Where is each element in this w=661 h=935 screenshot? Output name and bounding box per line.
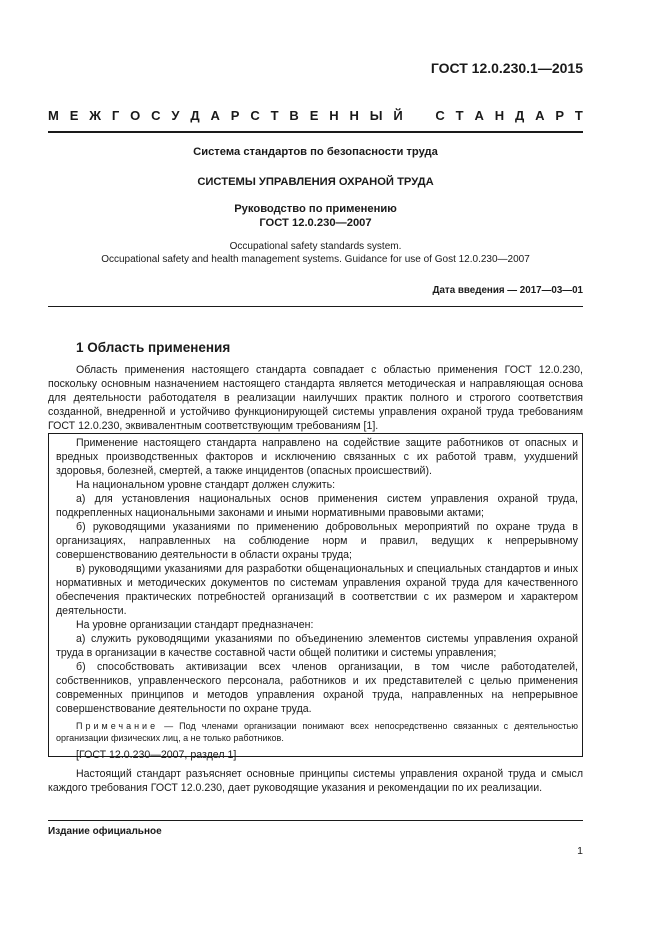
header-divider [48, 131, 583, 133]
standards-series: Система стандартов по безопасности труда [193, 146, 438, 158]
introduction-date: Дата введения — 2017—03—01 [432, 285, 583, 296]
quoted-text-box [48, 433, 583, 761]
banner-letter: Н [349, 108, 359, 123]
quote-list-item: в) руководящими указаниями для разработки общенациональных и специальных стандартов и иных нормативных и методических документов по системам управления охраной труда для качественного обеспечения практических потребностей организаций в соответствии с их размером и характером деятельности. [56, 563, 578, 617]
banner-letter: Д [514, 108, 525, 123]
banner-letter: Н [494, 108, 505, 123]
banner-letter: Й [393, 108, 403, 123]
section-heading: 1 Область применения [76, 340, 231, 355]
quote-note [56, 720, 578, 744]
quote-list-item: б) способствовать активизации всех членов организации, в том числе работодателей, собственников, управленческого персонала, работников и их представителей с целью применения современных принципов и методов управления охраной труда, направленных на непрерывное совершенствование деятельности по охране труда. [56, 661, 578, 715]
scope-paragraph: Область применения настоящего стандарта совпадает с областью применения ГОСТ 12.0.230, поскольку основным назначением настоящего стандарта является методическая и направляющая основа для деятельности работодателя в реализации наилучших практик полного и строгого соответствия созданной, внедренной и устойчиво функционирующей системы управления охраной труда требованиям ГОСТ 12.0.230, эквивалентным соответствующим требованиям [1]. [48, 364, 583, 432]
footer-divider [48, 820, 583, 821]
banner-letter: Р [230, 108, 240, 123]
banner-letter: У [171, 108, 180, 123]
banner-letter: Д [190, 108, 200, 123]
quote-paragraph: Применение настоящего стандарта направлено на содействие защите работников от опасных и вредных производственных факторов и исключению связанных с их работой травм, ухудшений здоровья, болезней, смертей, а также инцидентов (опасных происшествий). [56, 437, 578, 477]
document-subtitle [48, 203, 583, 230]
document-title: СИСТЕМЫ УПРАВЛЕНИЯ ОХРАНОЙ ТРУДА [197, 176, 434, 188]
official-edition-label: Издание официальное [48, 826, 162, 837]
quote-paragraph: На уровне организации стандарт предназначен: [76, 619, 314, 631]
subtitle-line: Руководство по применению [234, 203, 397, 215]
quote-list-item: б) руководящими указаниями по применению добровольных мероприятий по охране труда в организациях, направленных на соблюдение норм и правил, ведущих к непрерывному совершенствованию деятельности в области охраны труда; [56, 521, 578, 561]
banner-letter: С [435, 108, 445, 123]
banner-letter: Т [270, 108, 279, 123]
banner-letter: А [474, 108, 484, 123]
banner-letter: А [210, 108, 220, 123]
subtitle-line: ГОСТ 12.0.230—2007 [259, 216, 372, 229]
banner-letter: О [130, 108, 141, 123]
banner-letter: Ж [89, 108, 102, 123]
banner-letter: Е [309, 108, 319, 123]
english-title-line: Occupational safety standards system. [229, 241, 402, 252]
quote-paragraph: На национальном уровне стандарт должен служить: [76, 479, 336, 491]
quote-list-item: а) служить руководящими указаниями по объединению элементов системы управления охраной труда в организации в качестве составной части общей политики и системы управления; [56, 633, 578, 659]
banner-letter: М [48, 108, 59, 123]
title-divider [48, 306, 583, 307]
banner-letter: Ы [369, 108, 383, 123]
banner-letter: Н [329, 108, 339, 123]
banner-letter: Г [111, 108, 120, 123]
interstate-standard-banner [48, 108, 583, 126]
english-title [48, 241, 583, 266]
banner-letter: Е [69, 108, 79, 123]
banner-letter: Р [555, 108, 565, 123]
note-text: — Под членами организации понимают всех непосредственно связанных с деятельностью организации физических лиц, а не только работников. [56, 721, 578, 743]
page-number: 1 [577, 845, 583, 857]
banner-letter: Т [455, 108, 464, 123]
quote-reference: [ГОСТ 12.0.230—2007, раздел 1] [76, 749, 237, 761]
note-label: Примечание [76, 721, 159, 731]
banner-letter: А [535, 108, 545, 123]
banner-letter: С [250, 108, 260, 123]
document-code: ГОСТ 12.0.230.1—2015 [430, 60, 583, 76]
banner-letter: С [151, 108, 161, 123]
quote-list-item: а) для установления национальных основ применения систем управления охраной труда, подкрепленных национальными законами и иными нормативными правовыми актами; [56, 493, 578, 519]
explanatory-paragraph: Настоящий стандарт разъясняет основные принципы системы управления охраной труда и смысл каждого требования ГОСТ 12.0.230, дает руководящие указания и рекомендации по их реализации. [48, 768, 583, 794]
english-title-line: Occupational safety and health management systems. Guidance for use of Gost 12.0.230—2007 [101, 253, 530, 265]
banner-letter: Т [574, 108, 583, 123]
banner-letter: В [289, 108, 299, 123]
